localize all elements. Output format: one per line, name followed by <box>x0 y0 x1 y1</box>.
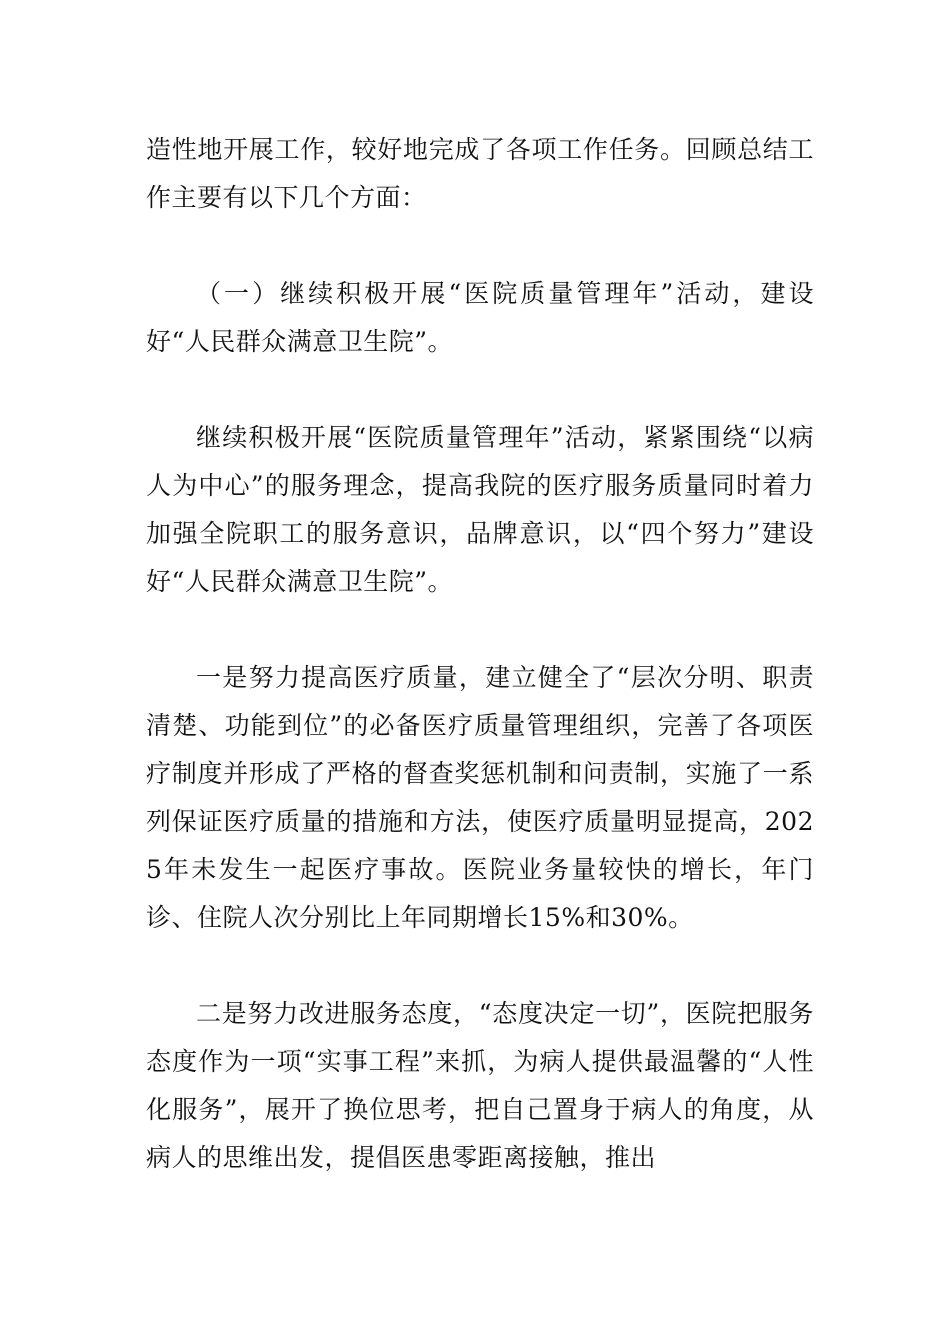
paragraph-medical-quality: 一是努力提高医疗质量，建立健全了“层次分明、职责清楚、功能到位”的必备医疗质量管理组织，完善了各项医疗制度并形成了严格的督查奖惩机制和问责制，实施了一系列保证医疗质量的措施和方法，使医疗质量明显提高，2025年未发生一起医疗事故。医院业务量较快的增长，年门诊、住院人次分别比上年同期增长15%和30%。 <box>146 663 814 932</box>
paragraph-service-attitude: 二是努力改进服务态度，“态度决定一切”，医院把服务态度作为一项“实事工程”来抓，为病人提供最温馨的“人性化服务”，展开了换位思考，把自己置身于病人的角度，从病人的思维出发，提倡医患零距离接触，推出 <box>146 999 814 1172</box>
section-heading-one: （一）继续积极开展“医院质量管理年”活动，建设好“人民群众满意卫生院”。 <box>146 279 814 356</box>
paragraph-quality-activity: 继续积极开展“医院质量管理年”活动，紧紧围绕“以病人为中心”的服务理念，提高我院的医疗服务质量同时着力加强全院职工的服务意识，品牌意识，以“四个努力”建设好“人民群众满意卫生院”。 <box>146 423 814 596</box>
paragraph-intro: 造性地开展工作，较好地完成了各项工作任务。回顾总结工作主要有以下几个方面： <box>146 135 814 212</box>
document-body <box>146 126 814 1182</box>
